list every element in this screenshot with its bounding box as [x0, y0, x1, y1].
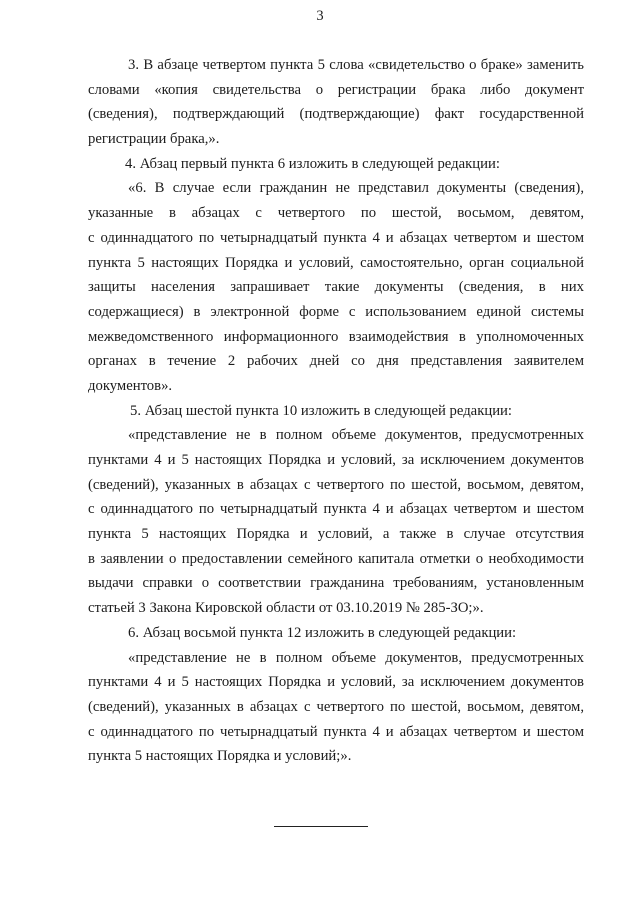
document-body — [88, 53, 584, 769]
text-line: статьей 3 Закона Кировской области от 03.10.2019 № 285-ЗО;». — [88, 600, 484, 617]
text-line: указанные в абзацах с четвертого по шестой, восьмом, девятом, — [88, 205, 584, 222]
text-line: «представление не в полном объеме документов, предусмотренных — [128, 649, 584, 666]
text-line: пунктами 4 и 5 настоящих Порядка и условий, за исключением документов — [88, 452, 584, 468]
paragraph-quote-item-12 — [88, 646, 584, 769]
text-line: пункта 5 настоящих Порядка и условий, а также в случае отсутствия — [88, 526, 584, 543]
text-line: в заявлении о предоставлении семейного капитала отметки о необходимости — [88, 550, 584, 567]
paragraph-item-4 — [88, 152, 584, 177]
text-line: органах в течение 2 рабочих дней со дня представления заявителем — [88, 353, 584, 370]
text-line: пунктами 4 и 5 настоящих Порядка и условий, за исключением документов — [88, 674, 584, 691]
text-line: 4. Абзац первый пункта 6 изложить в следующей редакции: — [125, 155, 500, 172]
paragraph-item-3 — [88, 53, 584, 152]
paragraph-item-6 — [88, 621, 584, 646]
text-line: с одиннадцатого по четырнадцатый пункта 4 и абзацах четвертом и шестом — [88, 501, 584, 518]
paragraph-quote-item-6 — [88, 176, 584, 398]
text-line: (сведения), подтверждающий (подтверждающие) факт государственной — [88, 106, 584, 123]
text-line: пункта 5 настоящих Порядка и условий;». — [88, 748, 352, 765]
paragraph-quote-item-10 — [88, 423, 584, 621]
text-line: 5. Абзац шестой пункта 10 изложить в следующей редакции: — [130, 402, 512, 419]
text-line: межведомственного информационного взаимодействия в уполномоченных — [88, 328, 584, 345]
end-separator-line — [274, 826, 368, 827]
text-line: «представление не в полном объеме документов, предусмотренных — [128, 427, 584, 444]
text-line: пункта 5 настоящих Порядка и условий, самостоятельно, орган социальной — [88, 254, 584, 271]
text-line: с одиннадцатого по четырнадцатый пункта 4 и абзацах четвертом и шестом — [88, 723, 584, 740]
page-number: 3 — [316, 8, 324, 24]
text-line: с одиннадцатого по четырнадцатый пункта 4 и абзацах четвертом и шестом — [88, 229, 584, 246]
text-line: 3. В абзаце четвертом пункта 5 слова «свидетельство о браке» заменить — [128, 57, 584, 73]
text-line: содержащиеся) в электронной форме с использованием единой системы — [88, 303, 584, 320]
text-line: защиты населения запрашивает такие документы (сведения, в них — [88, 279, 584, 296]
text-line: (сведений), указанных в абзацах с четвертого по шестой, восьмом, девятом, — [88, 476, 584, 493]
text-line: регистрации брака,». — [88, 131, 220, 148]
paragraph-item-5 — [88, 399, 584, 424]
text-line: документов». — [88, 377, 173, 394]
text-line: «6. В случае если гражданин не представил документы (сведения), — [128, 180, 584, 197]
text-line: словами «копия свидетельства о регистрации брака либо документ — [88, 81, 584, 98]
text-line: (сведений), указанных в абзацах с четвертого по шестой, восьмом, девятом, — [88, 698, 584, 715]
text-line: выдачи справки о соответствии гражданина требованиям, установленным — [88, 575, 584, 592]
text-line: 6. Абзац восьмой пункта 12 изложить в следующей редакции: — [128, 624, 517, 641]
